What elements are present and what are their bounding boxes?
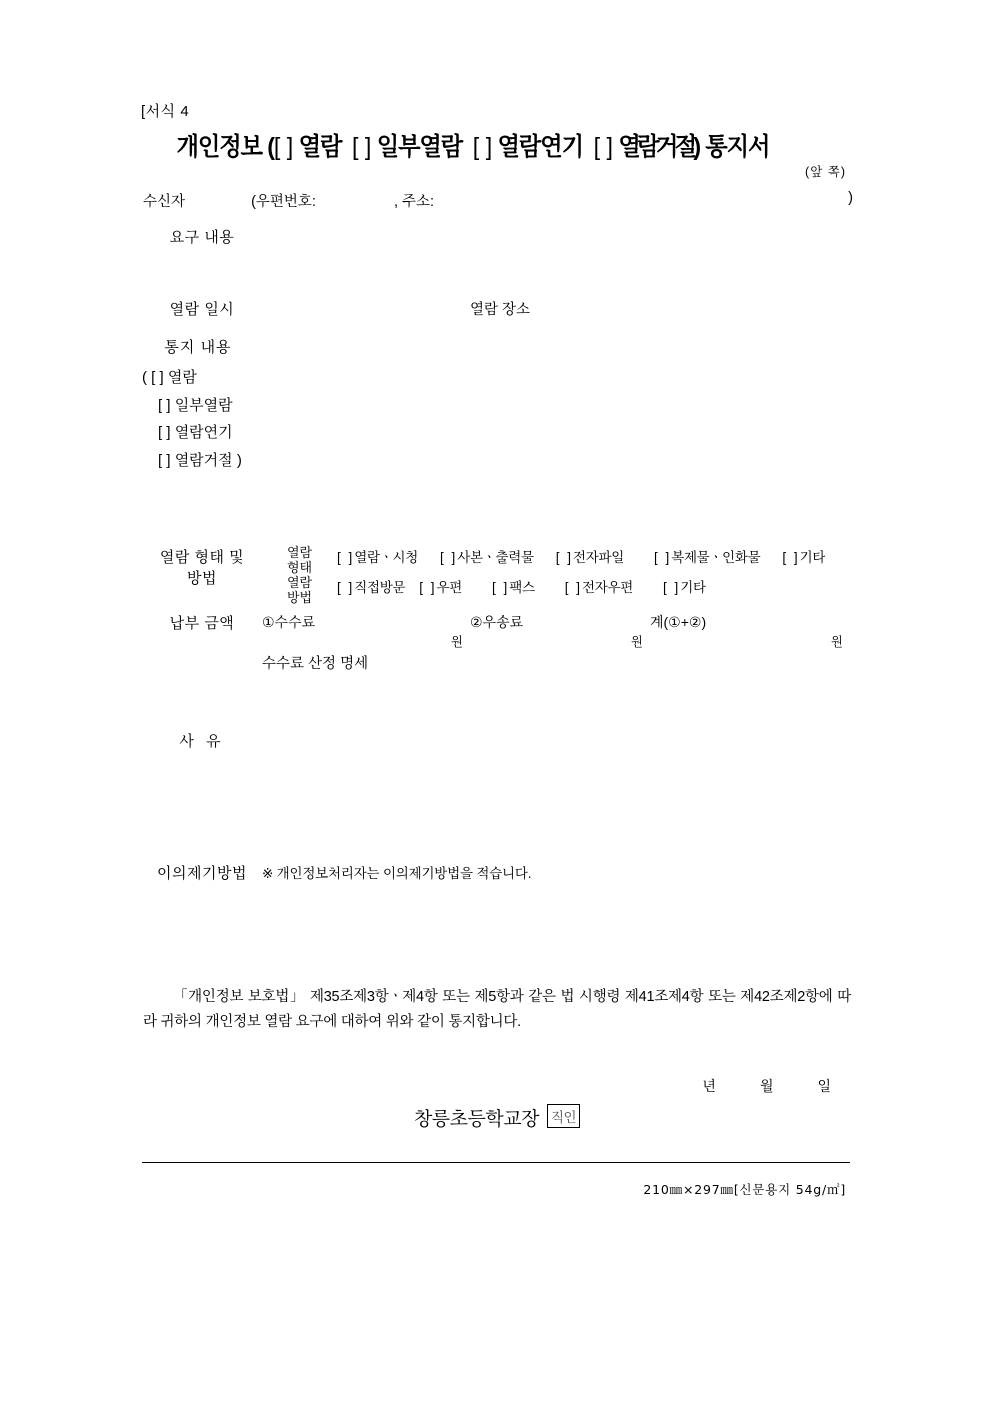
notice-table [142, 226, 850, 930]
postage-cell[interactable] [470, 612, 650, 652]
title-option-2-box[interactable]: [ ] [472, 133, 493, 161]
notice-option-2-label: 열람연기 [174, 424, 233, 442]
view-method-label [262, 576, 337, 612]
view-method-option-1-label: 우편 [436, 579, 462, 595]
view-method-options [337, 576, 850, 612]
view-method-label-line1: 열람 [286, 574, 313, 590]
objection-note: ※ 개인정보처리자는 이의제기방법을 적습니다. [262, 865, 532, 881]
table-row-view-form [142, 546, 850, 576]
view-form-option-3-label: 복제물ㆍ인화물 [671, 550, 761, 565]
title-option-2-label: 열람연기 [497, 133, 583, 161]
view-form-method-label [142, 546, 262, 612]
signer-name: 창릉초등학교장 [413, 1109, 539, 1130]
title-option-1-box[interactable]: [ ] [351, 133, 372, 161]
form-number: [서식 4 [141, 103, 190, 120]
table-row-objection [142, 862, 850, 930]
title-prefix: 개인정보 ( [176, 133, 274, 161]
title-option-1-label: 일부열람 [376, 133, 463, 161]
notice-option-3[interactable] [142, 447, 262, 475]
view-form-option-4-box[interactable]: [ ] [782, 550, 800, 565]
title-suffix: ) 통지서 [693, 133, 770, 161]
request-content-value[interactable] [262, 226, 850, 298]
view-form-option-2-label: 전자파일 [572, 550, 624, 565]
recipient-row [143, 190, 853, 211]
notice-option-3-suffix: ) [236, 452, 242, 469]
view-form-option-2-box[interactable]: [ ] [555, 550, 573, 565]
view-method-label-line2: 방법 [286, 589, 313, 605]
notice-option-0[interactable] [142, 364, 262, 392]
fee-label: ①수수료 [262, 613, 316, 630]
footer-divider [142, 1162, 850, 1163]
table-row-view-datetime [142, 298, 850, 334]
payment-label: 납부 금액 [169, 614, 235, 632]
postage-unit: 원 [630, 634, 643, 649]
title-option-0-box[interactable]: [ ] [273, 133, 294, 161]
view-method-option-3-label: 전자우편 [582, 579, 633, 595]
table-row-notice-content [142, 334, 850, 546]
official-seal-box: 직인 [547, 1104, 580, 1128]
view-method-option-2-box[interactable]: [ ] [491, 579, 510, 595]
recipient-label: 수신자 [143, 194, 186, 210]
notice-option-3-label: 열람거절 [174, 452, 233, 469]
notice-option-3-box[interactable]: [ ] [158, 452, 171, 469]
view-method-option-0-box[interactable]: [ ] [337, 579, 355, 595]
total-unit: 원 [830, 634, 843, 649]
date-line [143, 1076, 851, 1096]
view-form-label-line2: 형태 [286, 559, 313, 575]
recipient-close-paren: ) [848, 190, 853, 206]
notice-option-0-label: 열람 [167, 368, 197, 386]
title-option-0-label: 열람 [298, 133, 342, 161]
legal-statement: 「개인정보 보호법」 제35조제3항ㆍ제4항 또는 제5항과 같은 법 시행령 제41조제4항 또는 제42조제2항에 따라 귀하의 개인정보 열람 요구에 대하여 위와 같이 통지합니다. [143, 989, 851, 1031]
view-method-option-2-label: 팩스 [509, 579, 535, 595]
zipcode-label: (우편번호: [251, 194, 316, 210]
view-place-cell [470, 298, 850, 334]
date-month-label[interactable]: 월 [759, 1078, 774, 1094]
view-method-option-1-box[interactable]: [ ] [419, 579, 437, 595]
view-datetime-value[interactable] [262, 298, 470, 334]
address-label: , 주소: [393, 194, 435, 210]
notice-option-2[interactable] [142, 419, 262, 447]
table-row-payment-amounts [142, 612, 850, 652]
view-method-option-4-label: 기타 [680, 579, 706, 595]
notice-content-label [142, 334, 262, 546]
view-form-option-1-label: 사본ㆍ출력물 [457, 550, 534, 565]
paper-specification: 210㎜×297㎜[신문용지 54g/㎡] [643, 1182, 846, 1197]
fee-cell[interactable] [262, 612, 470, 652]
view-form-label-line1: 열람 [286, 545, 313, 560]
view-form-option-1-box[interactable]: [ ] [439, 550, 458, 565]
objection-cell[interactable] [262, 862, 850, 930]
fee-unit: 원 [450, 634, 463, 649]
signer-line [143, 1104, 851, 1131]
view-form-method-label-line1: 열람 형태 및 [159, 549, 245, 566]
view-form-option-3-box[interactable]: [ ] [653, 550, 672, 565]
notice-option-0-prefix: ( [142, 368, 147, 386]
date-day-label[interactable]: 일 [817, 1078, 831, 1094]
view-method-option-0-label: 직접방문 [354, 579, 406, 595]
view-form-option-0-box[interactable]: [ ] [337, 550, 355, 565]
total-label: 계(①+②) [650, 613, 707, 630]
title-option-3-box[interactable]: [ ] [593, 133, 614, 161]
page-side-marker: (앞 쪽) [805, 165, 846, 179]
notice-option-1-box[interactable]: [ ] [158, 396, 171, 414]
title-option-3-label: 열람거절 [618, 133, 694, 161]
page-title [140, 127, 806, 163]
view-form-option-4-label: 기타 [799, 550, 826, 565]
reason-label: 사 유 [179, 732, 225, 750]
view-method-option-4-box[interactable]: [ ] [662, 579, 681, 595]
view-form-method-label-line2: 방법 [187, 570, 217, 587]
notice-option-0-box[interactable]: [ ] [151, 368, 164, 386]
notice-content-value[interactable] [262, 334, 850, 546]
view-datetime-label: 열람 일시 [169, 301, 235, 318]
view-place-label: 열람 장소 [470, 302, 531, 318]
reason-value[interactable] [262, 730, 850, 862]
table-row-reason [142, 730, 850, 862]
request-content-label: 요구 내용 [169, 229, 235, 246]
total-cell[interactable] [650, 612, 850, 652]
view-method-option-3-box[interactable]: [ ] [564, 579, 582, 595]
objection-label: 이의제기방법 [157, 864, 247, 882]
table-row-request-content [142, 226, 850, 298]
notice-option-2-box[interactable]: [ ] [158, 424, 171, 442]
view-form-option-0-label: 열람ㆍ시청 [354, 550, 418, 565]
fee-detail-cell[interactable] [262, 652, 850, 730]
fee-detail-label: 수수료 산정 명세 [262, 655, 369, 672]
notice-option-1-label: 일부열람 [174, 396, 233, 414]
view-form-options [337, 546, 850, 576]
date-year-label[interactable]: 년 [702, 1078, 716, 1094]
postage-label: ②우송료 [470, 613, 524, 630]
notice-option-1[interactable] [142, 392, 262, 420]
view-form-label [262, 546, 337, 576]
notice-heading: 통지 내용 [164, 339, 232, 356]
